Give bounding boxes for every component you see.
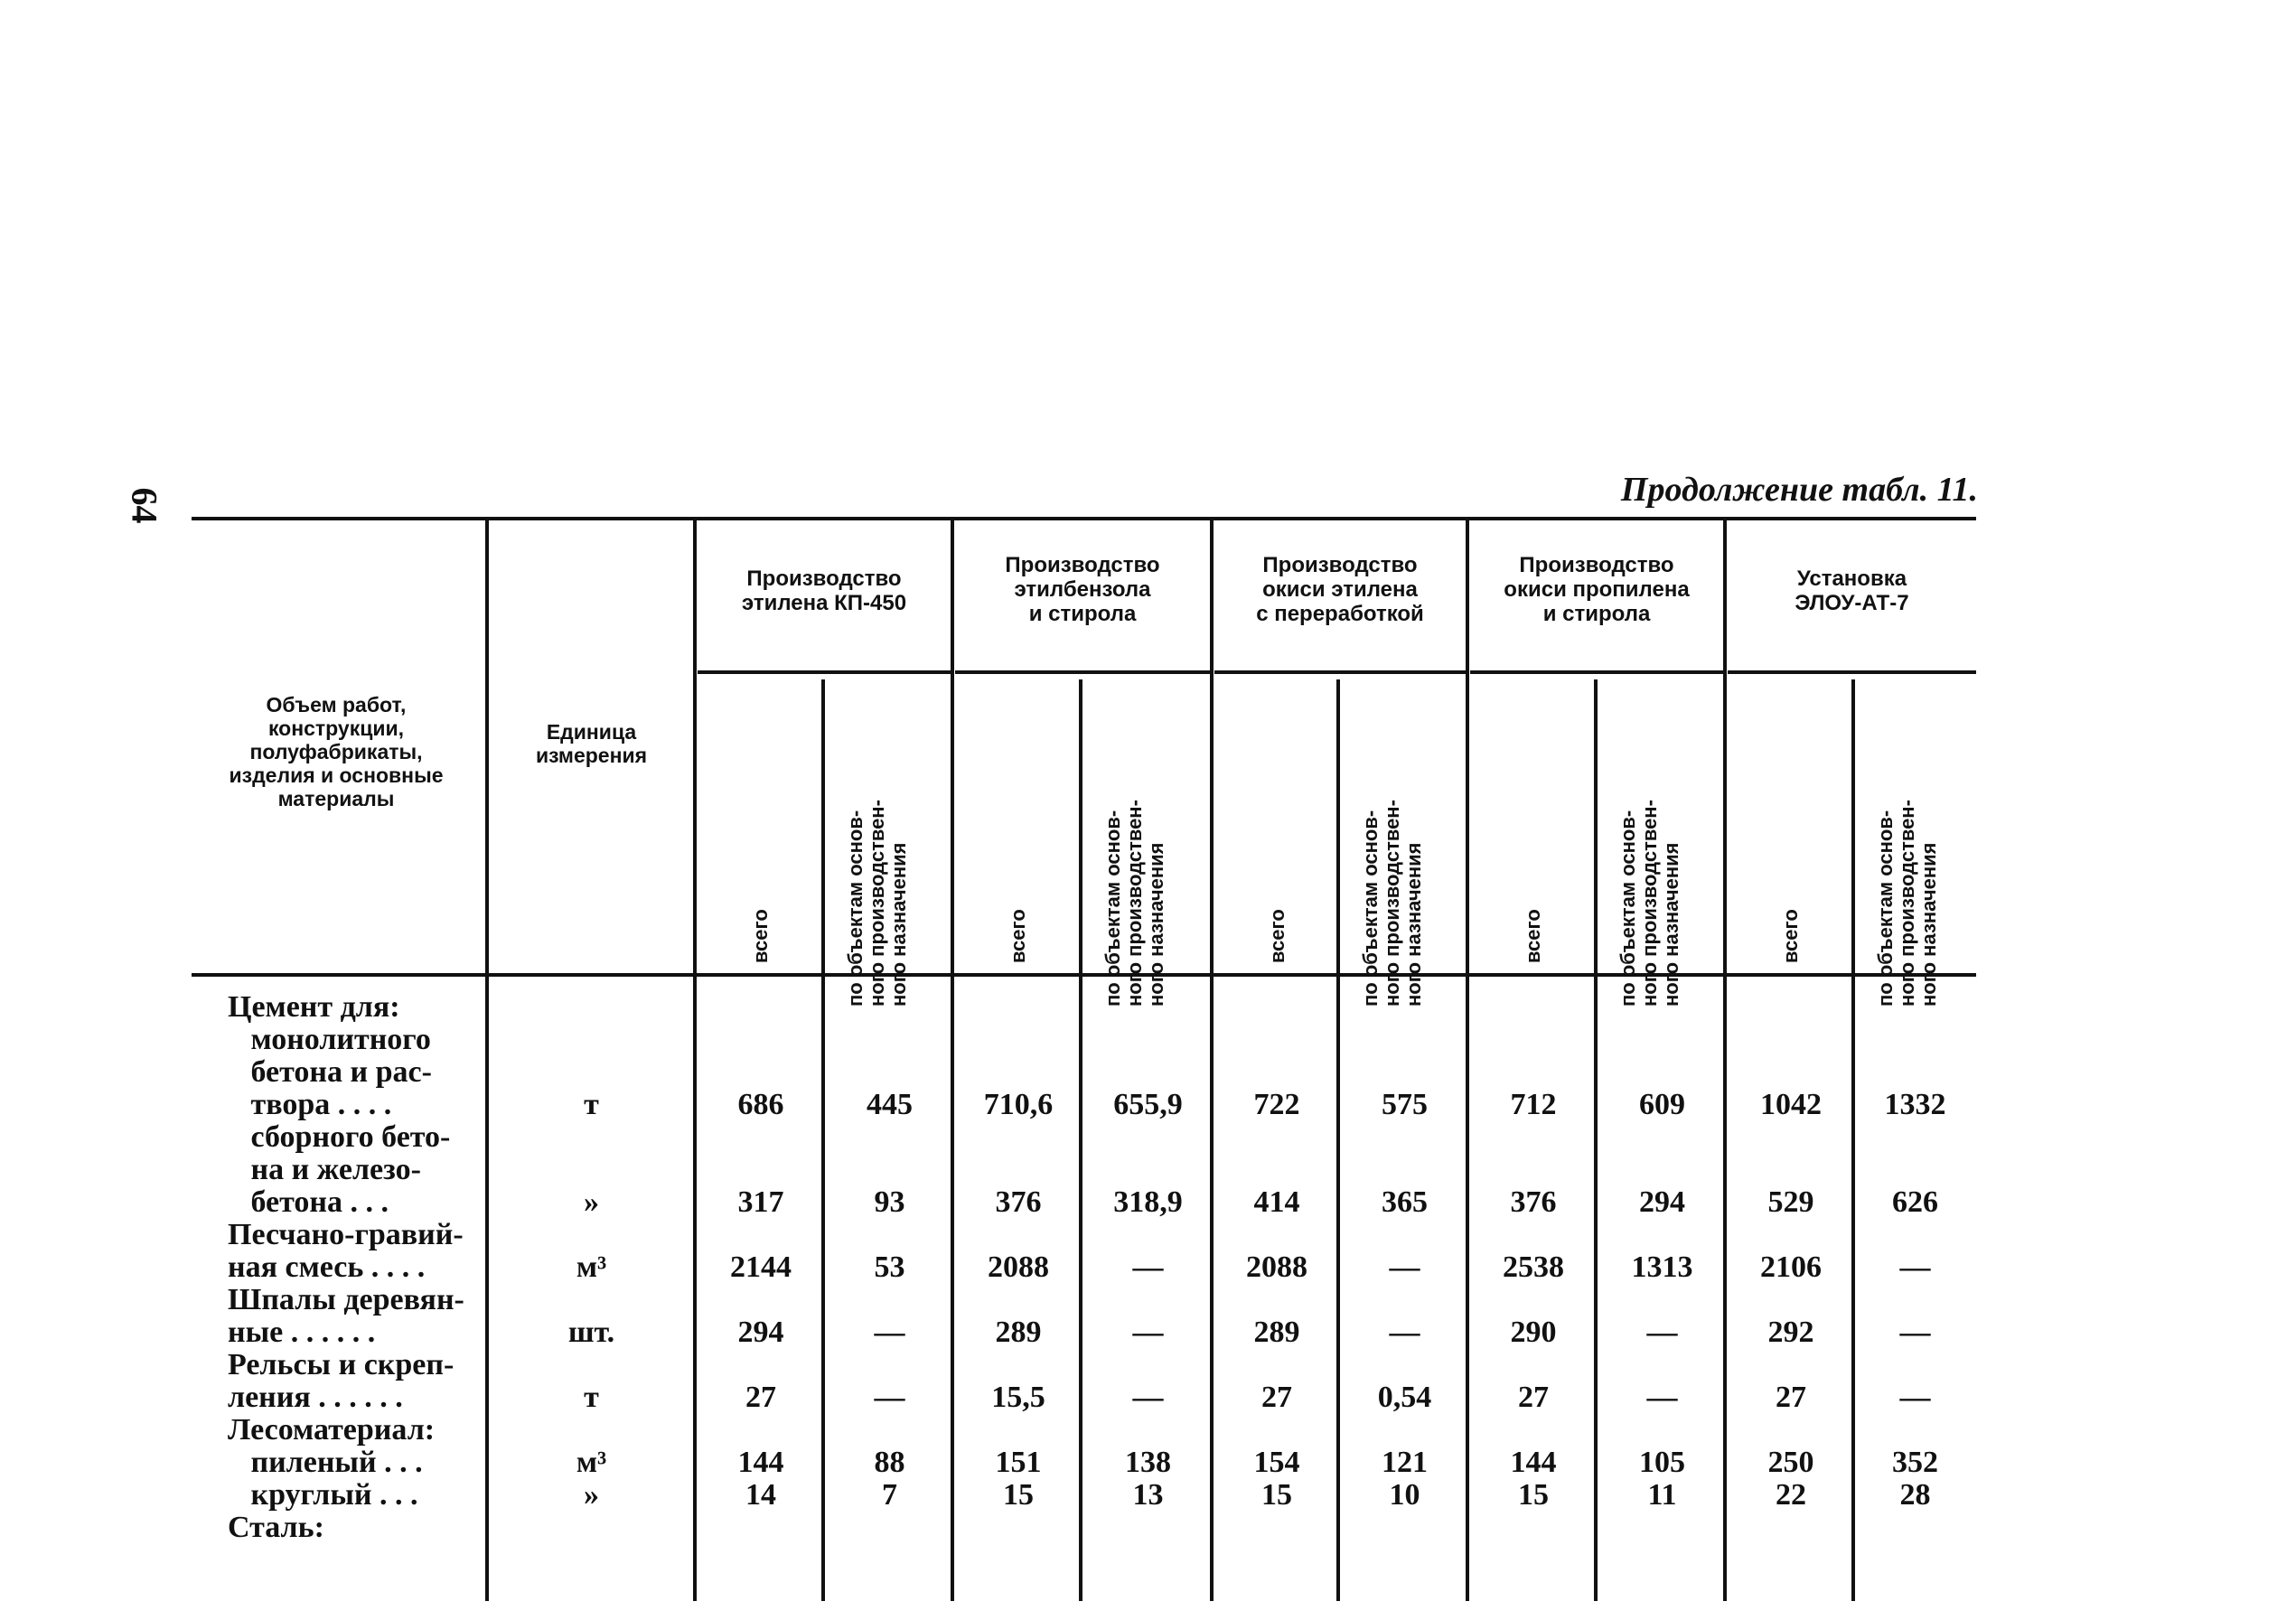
- row-value: 144: [737, 1446, 784, 1479]
- row-value: 27: [1776, 1381, 1806, 1414]
- row-value: 710,6: [983, 1088, 1054, 1121]
- row-value: 294: [737, 1316, 784, 1349]
- row-value: —: [1899, 1381, 1931, 1414]
- row-value: 15: [1518, 1478, 1549, 1512]
- row-value: 121: [1382, 1446, 1428, 1479]
- header-bottom-rule: [192, 973, 1976, 977]
- top-rule: [192, 517, 1976, 520]
- row-value: 445: [867, 1088, 913, 1121]
- row-value: 11: [1647, 1478, 1677, 1512]
- row-value: —: [1389, 1250, 1420, 1284]
- row-value: 10: [1389, 1478, 1420, 1512]
- row-value: —: [874, 1381, 905, 1414]
- header-sub-main-4: по объектам основ- ного производствен- ного назначения: [1617, 800, 1682, 1007]
- row-value: 376: [1510, 1185, 1557, 1219]
- row-value: 28: [1899, 1478, 1931, 1512]
- row-value: 27: [1518, 1381, 1549, 1414]
- row-value: 154: [1253, 1446, 1300, 1479]
- row-unit: »: [584, 1478, 599, 1512]
- row-value: 529: [1767, 1185, 1814, 1219]
- row-value: 414: [1253, 1185, 1300, 1219]
- row-label-line: Цемент для:: [228, 990, 400, 1024]
- row-value: 292: [1767, 1316, 1814, 1349]
- row-value: 105: [1639, 1446, 1685, 1479]
- row-value: 352: [1892, 1446, 1938, 1479]
- row-value: 27: [745, 1381, 776, 1414]
- row-value: 14: [745, 1478, 776, 1512]
- row-value: 53: [874, 1250, 905, 1284]
- header-group-5: Установка ЭЛОУ-АТ-7: [1795, 567, 1909, 615]
- row-value: 13: [1132, 1478, 1164, 1512]
- row-label-line: Шпалы деревян-: [228, 1283, 464, 1316]
- row-value: 151: [995, 1446, 1042, 1479]
- row-unit: м³: [576, 1250, 607, 1284]
- row-value: 15,5: [991, 1381, 1045, 1414]
- row-value: 250: [1767, 1446, 1814, 1479]
- row-value: 318,9: [1113, 1185, 1183, 1219]
- row-value: 2538: [1503, 1250, 1564, 1284]
- row-value: 712: [1510, 1088, 1557, 1121]
- row-label-line: бетона и рас-: [228, 1055, 432, 1089]
- header-group-1: Производство этилена КП-450: [741, 567, 907, 615]
- row-label-line: монолитного: [228, 1023, 431, 1056]
- row-label-line: Рельсы и скреп-: [228, 1348, 455, 1381]
- header-group-3: Производство окиси этилена с переработкой: [1256, 553, 1424, 626]
- row-unit: т: [584, 1088, 599, 1121]
- divider-group-2: [1210, 517, 1214, 1601]
- row-value: 27: [1261, 1381, 1292, 1414]
- row-value: 290: [1510, 1316, 1557, 1349]
- page-number: 64: [124, 487, 165, 524]
- row-value: 15: [1261, 1478, 1292, 1512]
- row-value: 686: [737, 1088, 784, 1121]
- group-subheader-rule-4: [1470, 670, 1723, 674]
- row-label-line: ные . . . . . .: [228, 1316, 376, 1349]
- row-value: 376: [995, 1185, 1042, 1219]
- header-sub-total-3: всего: [1266, 909, 1289, 963]
- row-unit: т: [584, 1381, 599, 1414]
- header-sub-total-4: всего: [1522, 909, 1544, 963]
- header-name-column: Объем работ, конструкции, полуфабрикаты, изделия и основные материалы: [229, 693, 444, 810]
- header-sub-total-2: всего: [1007, 909, 1029, 963]
- row-value: 722: [1253, 1088, 1300, 1121]
- divider-group-4: [1723, 517, 1727, 1601]
- divider-group-3: [1466, 517, 1469, 1601]
- row-value: —: [1646, 1381, 1678, 1414]
- header-group-2: Производство этилбензола и стирола: [1005, 553, 1160, 626]
- header-sub-main-1: по объектам основ- ного производствен- ного назначения: [844, 800, 910, 1007]
- row-value: 294: [1639, 1185, 1685, 1219]
- row-label-line: сборного бето-: [228, 1120, 451, 1154]
- row-value: 2144: [730, 1250, 792, 1284]
- group-subheader-rule-1: [698, 670, 951, 674]
- row-value: —: [1899, 1250, 1931, 1284]
- row-value: —: [1646, 1316, 1678, 1349]
- row-value: 144: [1510, 1446, 1557, 1479]
- row-unit: »: [584, 1185, 599, 1219]
- data-table: [192, 517, 1976, 1601]
- row-value: 1332: [1884, 1088, 1946, 1121]
- row-value: 2088: [1246, 1250, 1307, 1284]
- row-value: 626: [1892, 1185, 1938, 1219]
- divider-group-1: [951, 517, 954, 1601]
- header-sub-main-2: по объектам основ- ного производствен- ного назначения: [1101, 800, 1167, 1007]
- divider-name-unit: [485, 517, 489, 1601]
- row-value: —: [874, 1316, 905, 1349]
- row-unit: м³: [576, 1446, 607, 1479]
- row-label-line: ная смесь . . . .: [228, 1250, 426, 1284]
- row-value: 317: [737, 1185, 784, 1219]
- row-value: —: [1132, 1250, 1164, 1284]
- row-value: 88: [874, 1446, 905, 1479]
- row-value: —: [1899, 1316, 1931, 1349]
- row-value: 365: [1382, 1185, 1428, 1219]
- group-subheader-rule-2: [955, 670, 1210, 674]
- row-value: 1042: [1760, 1088, 1822, 1121]
- row-value: 93: [874, 1185, 905, 1219]
- header-sub-total-5: всего: [1779, 909, 1802, 963]
- row-value: 15: [1003, 1478, 1034, 1512]
- row-label-line: на и железо-: [228, 1153, 421, 1186]
- row-value: 2106: [1760, 1250, 1822, 1284]
- row-value: 289: [995, 1316, 1042, 1349]
- row-value: —: [1132, 1316, 1164, 1349]
- row-value: 22: [1776, 1478, 1806, 1512]
- row-label-line: пиленый . . .: [228, 1446, 423, 1479]
- header-unit-column: Единица измерения: [535, 720, 648, 767]
- row-value: 289: [1253, 1316, 1300, 1349]
- row-value: 138: [1125, 1446, 1171, 1479]
- row-label-line: Песчано-гравий-: [228, 1218, 464, 1251]
- row-label-line: бетона . . .: [228, 1185, 389, 1219]
- group-subheader-rule-3: [1214, 670, 1466, 674]
- row-value: 0,54: [1377, 1381, 1432, 1414]
- table-continuation-caption: Продолжение табл. 11.: [1620, 471, 1978, 509]
- group-subheader-rule-5: [1728, 670, 1976, 674]
- divider-unit-values: [693, 517, 697, 1601]
- header-sub-main-5: по объектам основ- ного производствен- ного назначения: [1874, 800, 1940, 1007]
- row-value: —: [1132, 1381, 1164, 1414]
- row-label-line: ления . . . . . .: [228, 1381, 403, 1414]
- row-label-line: Сталь:: [228, 1511, 324, 1544]
- header-sub-main-3: по объектам основ- ного производствен- ного назначения: [1359, 800, 1425, 1007]
- row-value: 655,9: [1113, 1088, 1183, 1121]
- row-value: 1313: [1631, 1250, 1693, 1284]
- row-value: —: [1389, 1316, 1420, 1349]
- row-label-line: круглый . . .: [228, 1478, 418, 1512]
- header-sub-total-1: всего: [749, 909, 772, 963]
- row-label-line: Лесоматериал:: [228, 1413, 436, 1447]
- header-group-4: Производство окиси пропилена и стирола: [1504, 553, 1690, 626]
- row-value: 609: [1639, 1088, 1685, 1121]
- row-value: 7: [882, 1478, 897, 1512]
- row-unit: шт.: [567, 1316, 615, 1349]
- row-value: 575: [1382, 1088, 1428, 1121]
- row-value: 2088: [988, 1250, 1049, 1284]
- row-label-line: твора . . . .: [228, 1088, 392, 1121]
